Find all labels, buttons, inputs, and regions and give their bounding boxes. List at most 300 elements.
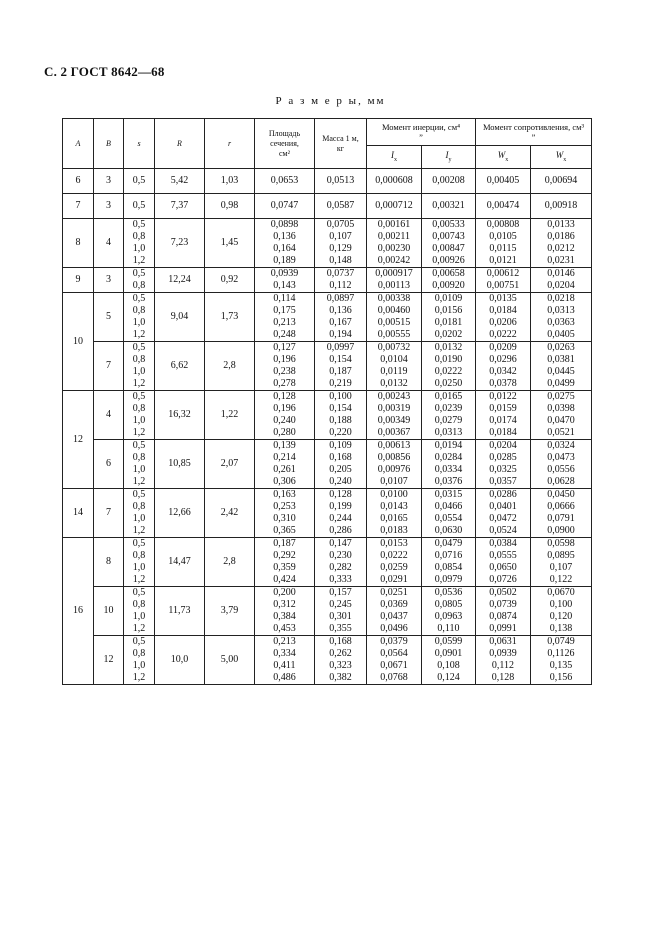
cell-value: 0,00367	[377, 427, 411, 438]
cell-s	[124, 219, 155, 268]
cell-ix	[367, 219, 422, 268]
header-wx: $W_x$	[476, 146, 531, 169]
table-row	[63, 391, 592, 440]
cell-iy	[422, 268, 476, 293]
cell-r-large: 5,42	[155, 169, 205, 194]
cell-value: 0,219	[329, 378, 352, 389]
cell-wy	[531, 636, 592, 685]
cell-r-large: 7,23	[155, 219, 205, 268]
cell-value: 0,112	[491, 660, 515, 671]
cell-value: 0,194	[329, 329, 352, 340]
cell-value: 0,0174	[489, 415, 517, 426]
cell-wx	[476, 268, 531, 293]
cell-value: 0,0184	[489, 305, 517, 316]
cell-value: 0,00243	[377, 391, 411, 402]
cell-value: 0,00976	[377, 464, 411, 475]
cell-value: 0,00211	[377, 231, 411, 242]
cell-value: 0,312	[273, 599, 296, 610]
cell-wy	[531, 538, 592, 587]
cell-s	[124, 342, 155, 391]
cell-wy	[531, 293, 592, 342]
cell-value: 0,5	[132, 268, 146, 279]
cell-wx	[476, 636, 531, 685]
cell-area	[255, 268, 315, 293]
cell-s	[124, 489, 155, 538]
cell-ix	[367, 440, 422, 489]
cell-value: 0,5	[132, 440, 146, 451]
cell-value: 0,0378	[489, 378, 517, 389]
cell-wx	[476, 440, 531, 489]
cell-value: 0,154	[329, 354, 352, 365]
header-area: Площадь сечения, см²	[255, 119, 315, 169]
cell-b: 7	[94, 489, 124, 538]
cell-area	[255, 293, 315, 342]
header-b: B	[94, 119, 124, 169]
cell-value: 0,382	[329, 672, 352, 683]
table-body	[63, 169, 592, 685]
cell-value: 0,0105	[489, 231, 517, 242]
cell-wx	[476, 342, 531, 391]
cell-value: 0,00349	[377, 415, 411, 426]
cell-value: 0,00474	[486, 200, 520, 211]
cell-s	[124, 587, 155, 636]
cell-value: 0,8	[132, 550, 146, 561]
cell-iy	[422, 194, 476, 219]
cell-ix	[367, 169, 422, 194]
cell-value: 0,0369	[380, 599, 408, 610]
cell-area	[255, 587, 315, 636]
cell-value: 0,8	[132, 305, 146, 316]
cell-a: 6	[63, 169, 94, 194]
table-row	[63, 538, 592, 587]
cell-b: 3	[94, 194, 124, 219]
cell-value: 0,245	[329, 599, 352, 610]
cell-ix	[367, 194, 422, 219]
cell-value: 0,0555	[489, 550, 517, 561]
cell-wx	[476, 169, 531, 194]
cell-value: 0,128	[329, 489, 352, 500]
cell-value: 0,0119	[380, 366, 408, 377]
cell-value: 0,00230	[377, 243, 411, 254]
cell-value: 0,0521	[547, 427, 575, 438]
cell-value: 0,0473	[547, 452, 575, 463]
cell-b: 3	[94, 268, 124, 293]
cell-wx	[476, 391, 531, 440]
cell-area	[255, 489, 315, 538]
cell-value: 0,0342	[489, 366, 517, 377]
cell-value: 0,5	[132, 200, 146, 211]
cell-ix	[367, 538, 422, 587]
cell-a: 12	[63, 391, 94, 489]
cell-value: 0,0222	[434, 366, 463, 377]
cell-value: 0,0146	[547, 268, 575, 279]
cell-value: 0,244	[329, 513, 352, 524]
cell-r-small: 0,98	[205, 194, 255, 219]
cell-value: 0,00161	[377, 219, 411, 230]
cell-value: 0,0132	[434, 342, 463, 353]
cell-area	[255, 440, 315, 489]
cell-mass	[315, 391, 367, 440]
cell-value: 0,280	[273, 427, 296, 438]
cell-area	[255, 169, 315, 194]
cell-value: 0,0376	[434, 476, 463, 487]
cell-value: 0,0204	[547, 280, 575, 291]
cell-value: 0,205	[329, 464, 352, 475]
cell-value: 1,0	[132, 464, 146, 475]
cell-s	[124, 538, 155, 587]
cell-value: 0,0939	[489, 648, 517, 659]
header-r-large: R	[155, 119, 205, 169]
cell-value: 0,0768	[380, 672, 408, 683]
cell-value: 0,8	[132, 354, 146, 365]
cell-value: 0,0381	[547, 354, 575, 365]
cell-value: 0,00319	[377, 403, 411, 414]
cell-mass	[315, 293, 367, 342]
cell-value: 0,187	[329, 366, 352, 377]
cell-value: 0,5	[132, 489, 146, 500]
cell-r-small: 5,00	[205, 636, 255, 685]
cell-value: 0,0132	[380, 378, 408, 389]
cell-value: 0,163	[273, 489, 296, 500]
cell-value: 1,0	[132, 660, 146, 671]
table-caption: Р а з м е р ы, мм	[275, 95, 386, 107]
cell-value: 0,00555	[377, 329, 411, 340]
cell-value: 1,0	[132, 317, 146, 328]
table-row	[63, 440, 592, 489]
cell-mass	[315, 636, 367, 685]
cell-value: 0,128	[273, 391, 296, 402]
cell-value: 0,359	[273, 562, 296, 573]
cell-value: 0,0206	[489, 317, 517, 328]
cell-value: 0,00515	[377, 317, 411, 328]
dimensions-table	[62, 118, 592, 685]
cell-value: 0,214	[273, 452, 296, 463]
cell-value: 0,0898	[270, 219, 299, 230]
cell-value: 0,136	[273, 231, 296, 242]
cell-b: 12	[94, 636, 124, 685]
cell-value: 0,0513	[326, 175, 355, 186]
cell-value: 0,00533	[432, 219, 465, 230]
cell-value: 0,0401	[489, 501, 517, 512]
cell-value: 0,238	[273, 366, 296, 377]
cell-value: 0,278	[273, 378, 296, 389]
cell-ix	[367, 636, 422, 685]
cell-b: 6	[94, 440, 124, 489]
cell-value: 0,0997	[326, 342, 355, 353]
cell-value: 0,164	[273, 243, 296, 254]
cell-value: 0,424	[273, 574, 296, 585]
cell-value: 0,5	[132, 538, 146, 549]
cell-value: 0,0153	[380, 538, 408, 549]
cell-value: 0,0900	[547, 525, 575, 536]
cell-value: 0,0670	[547, 587, 575, 598]
cell-value: 0,0186	[547, 231, 575, 242]
cell-iy	[422, 489, 476, 538]
cell-r-small: 2,8	[205, 342, 255, 391]
cell-value: 0,0556	[547, 464, 575, 475]
cell-value: 0,0650	[489, 562, 517, 573]
cell-value: 0,0263	[547, 342, 575, 353]
cell-iy	[422, 538, 476, 587]
cell-value: 0,100	[549, 599, 573, 610]
cell-r-large: 11,73	[155, 587, 205, 636]
cell-value: 0,189	[273, 255, 296, 266]
cell-value: 0,8	[132, 501, 146, 512]
cell-value: 0,0165	[434, 391, 463, 402]
cell-value: 0,00732	[377, 342, 411, 353]
cell-value: 0,5	[132, 636, 146, 647]
cell-value: 0,0630	[434, 525, 463, 536]
cell-value: 0,148	[329, 255, 352, 266]
cell-value: 0,114	[273, 293, 296, 304]
cell-value: 0,365	[273, 525, 296, 536]
cell-value: 0,8	[132, 452, 146, 463]
cell-value: 1,0	[132, 611, 146, 622]
cell-value: 0,0122	[489, 391, 517, 402]
cell-value: 1,0	[132, 562, 146, 573]
cell-value: 0,00338	[377, 293, 411, 304]
cell-r-large: 14,47	[155, 538, 205, 587]
cell-value: 0,143	[273, 280, 296, 291]
cell-a: 7	[63, 194, 94, 219]
cell-value: 0,0239	[434, 403, 463, 414]
cell-value: 1,2	[132, 525, 146, 536]
cell-value: 0,00613	[377, 440, 411, 451]
cell-mass	[315, 219, 367, 268]
cell-value: 0,00658	[432, 268, 465, 279]
cell-value: 0,0384	[489, 538, 517, 549]
cell-value: 0,157	[329, 587, 352, 598]
cell-value: 0,0279	[434, 415, 463, 426]
cell-value: 0,154	[329, 403, 352, 414]
header-a: A	[63, 119, 94, 169]
cell-value: 0,0587	[326, 200, 355, 211]
cell-area	[255, 391, 315, 440]
cell-value: 1,2	[132, 574, 146, 585]
cell-wy	[531, 169, 592, 194]
cell-value: 0,196	[273, 403, 296, 414]
cell-wy	[531, 440, 592, 489]
cell-value: 0,213	[273, 317, 296, 328]
cell-value: 0,0143	[380, 501, 408, 512]
cell-value: 0,0285	[489, 452, 517, 463]
cell-value: 0,306	[273, 476, 296, 487]
cell-value: 0,0286	[489, 489, 517, 500]
cell-value: 0,0479	[434, 538, 463, 549]
header-inertia: Момент инерции, см⁴ ”	[367, 119, 476, 146]
cell-value: 0,00856	[377, 452, 411, 463]
cell-value: 0,000712	[375, 200, 413, 211]
cell-value: 0,0121	[489, 255, 517, 266]
cell-value: 0,0296	[489, 354, 517, 365]
cell-value: 0,323	[329, 660, 352, 671]
cell-value: 0,00918	[544, 200, 578, 211]
cell-value: 0,0466	[434, 501, 463, 512]
cell-value: 0,0564	[380, 648, 408, 659]
cell-value: 0,0315	[434, 489, 463, 500]
cell-value: 0,0107	[380, 476, 408, 487]
cell-wy	[531, 587, 592, 636]
cell-r-small: 1,22	[205, 391, 255, 440]
header-mass: Масса 1 м, кг	[315, 119, 367, 169]
cell-value: 0,0313	[434, 427, 463, 438]
cell-value: 0,0115	[489, 243, 517, 254]
cell-s	[124, 268, 155, 293]
cell-value: 0,139	[273, 440, 296, 451]
cell-value: 0,00242	[377, 255, 411, 266]
cell-value: 0,0165	[380, 513, 408, 524]
cell-value: 1,0	[132, 415, 146, 426]
cell-b: 7	[94, 342, 124, 391]
cell-value: 0,0202	[434, 329, 463, 340]
cell-value: 0,200	[273, 587, 296, 598]
cell-value: 0,0218	[547, 293, 575, 304]
cell-value: 0,230	[329, 550, 352, 561]
cell-value: 0,196	[273, 354, 296, 365]
cell-value: 0,00321	[432, 200, 465, 211]
cell-value: 0,0398	[547, 403, 575, 414]
cell-value: 0,0222	[380, 550, 408, 561]
cell-mass	[315, 587, 367, 636]
cell-value: 0,5	[132, 219, 146, 230]
cell-r-small: 0,92	[205, 268, 255, 293]
cell-area	[255, 342, 315, 391]
cell-ix	[367, 587, 422, 636]
cell-r-small: 3,79	[205, 587, 255, 636]
cell-value: 0,100	[329, 391, 352, 402]
cell-wx	[476, 194, 531, 219]
cell-a: 8	[63, 219, 94, 268]
cell-value: 1,2	[132, 329, 146, 340]
cell-wx	[476, 538, 531, 587]
header-ix: $I_x$	[367, 146, 422, 169]
table-row	[63, 587, 592, 636]
cell-value: 0,0536	[434, 587, 463, 598]
cell-value: 0,0499	[547, 378, 575, 389]
table-row	[63, 169, 592, 194]
cell-value: 0,0470	[547, 415, 575, 426]
cell-value: 0,334	[273, 648, 296, 659]
cell-value: 0,0284	[434, 452, 463, 463]
cell-value: 0,240	[273, 415, 296, 426]
cell-r-large: 7,37	[155, 194, 205, 219]
cell-value: 0,128	[491, 672, 515, 683]
cell-value: 1,0	[132, 513, 146, 524]
cell-value: 0,00612	[486, 268, 520, 279]
cell-value: 0,333	[329, 574, 352, 585]
cell-value: 0,0472	[489, 513, 517, 524]
cell-mass	[315, 194, 367, 219]
cell-value: 0,0671	[380, 660, 408, 671]
cell-mass	[315, 268, 367, 293]
cell-iy	[422, 587, 476, 636]
cell-value: 0,129	[329, 243, 352, 254]
header-r-small: r	[205, 119, 255, 169]
cell-value: 0,00460	[377, 305, 411, 316]
cell-value: 0,0963	[434, 611, 463, 622]
cell-value: 0,0184	[489, 427, 517, 438]
cell-ix	[367, 489, 422, 538]
cell-value: 0,0628	[547, 476, 575, 487]
cell-ix	[367, 293, 422, 342]
cell-value: 0,167	[329, 317, 352, 328]
cell-value: 0,0445	[547, 366, 575, 377]
cell-value: 0,0405	[547, 329, 575, 340]
cell-ix	[367, 268, 422, 293]
cell-b: 4	[94, 219, 124, 268]
cell-iy	[422, 440, 476, 489]
cell-value: 0,0325	[489, 464, 517, 475]
cell-value: 0,384	[273, 611, 296, 622]
cell-value: 0,168	[329, 636, 352, 647]
cell-r-large: 12,24	[155, 268, 205, 293]
cell-value: 1,2	[132, 623, 146, 634]
cell-value: 0,0181	[434, 317, 463, 328]
cell-b: 4	[94, 391, 124, 440]
cell-value: 0,253	[273, 501, 296, 512]
cell-mass	[315, 440, 367, 489]
cell-value: 0,0259	[380, 562, 408, 573]
cell-value: 0,0705	[326, 219, 355, 230]
cell-area	[255, 636, 315, 685]
table-row	[63, 489, 592, 538]
cell-value: 0,000917	[375, 268, 413, 279]
cell-value: 0,0135	[489, 293, 517, 304]
cell-value: 0,00751	[486, 280, 520, 291]
cell-value: 0,0100	[380, 489, 408, 500]
table-row	[63, 219, 592, 268]
cell-value: 1,0	[132, 366, 146, 377]
cell-value: 0,107	[329, 231, 352, 242]
cell-a: 10	[63, 293, 94, 391]
cell-value: 0,282	[329, 562, 352, 573]
cell-value: 1,2	[132, 378, 146, 389]
cell-mass	[315, 169, 367, 194]
cell-value: 0,0133	[547, 219, 575, 230]
cell-value: 0,0104	[380, 354, 408, 365]
cell-value: 0,0357	[489, 476, 517, 487]
cell-b: 3	[94, 169, 124, 194]
cell-s	[124, 440, 155, 489]
cell-wy	[531, 268, 592, 293]
header-resistance: Момент сопротивления, см³ ”	[476, 119, 592, 146]
cell-value: 0,00113	[377, 280, 411, 291]
cell-area	[255, 538, 315, 587]
cell-value: 0,199	[329, 501, 352, 512]
cell-wy	[531, 489, 592, 538]
cell-value: 0,0716	[434, 550, 463, 561]
cell-a: 14	[63, 489, 94, 538]
cell-value: 0,292	[273, 550, 296, 561]
header-iy: $I_y$	[422, 146, 476, 169]
cell-wy	[531, 342, 592, 391]
cell-value: 0,0991	[489, 623, 517, 634]
cell-value: 0,5	[132, 342, 146, 353]
cell-value: 0,112	[329, 280, 352, 291]
cell-value: 0,1126	[547, 648, 575, 659]
cell-value: 0,0190	[434, 354, 463, 365]
cell-value: 0,0805	[434, 599, 463, 610]
cell-r-large: 12,66	[155, 489, 205, 538]
cell-b: 5	[94, 293, 124, 342]
header-wy: $W_x$	[531, 146, 592, 169]
cell-value: 0,0313	[547, 305, 575, 316]
header-s: s	[124, 119, 155, 169]
cell-wx	[476, 587, 531, 636]
cell-value: 0,0598	[547, 538, 575, 549]
cell-value: 1,2	[132, 672, 146, 683]
cell-value: 0,0631	[489, 636, 517, 647]
